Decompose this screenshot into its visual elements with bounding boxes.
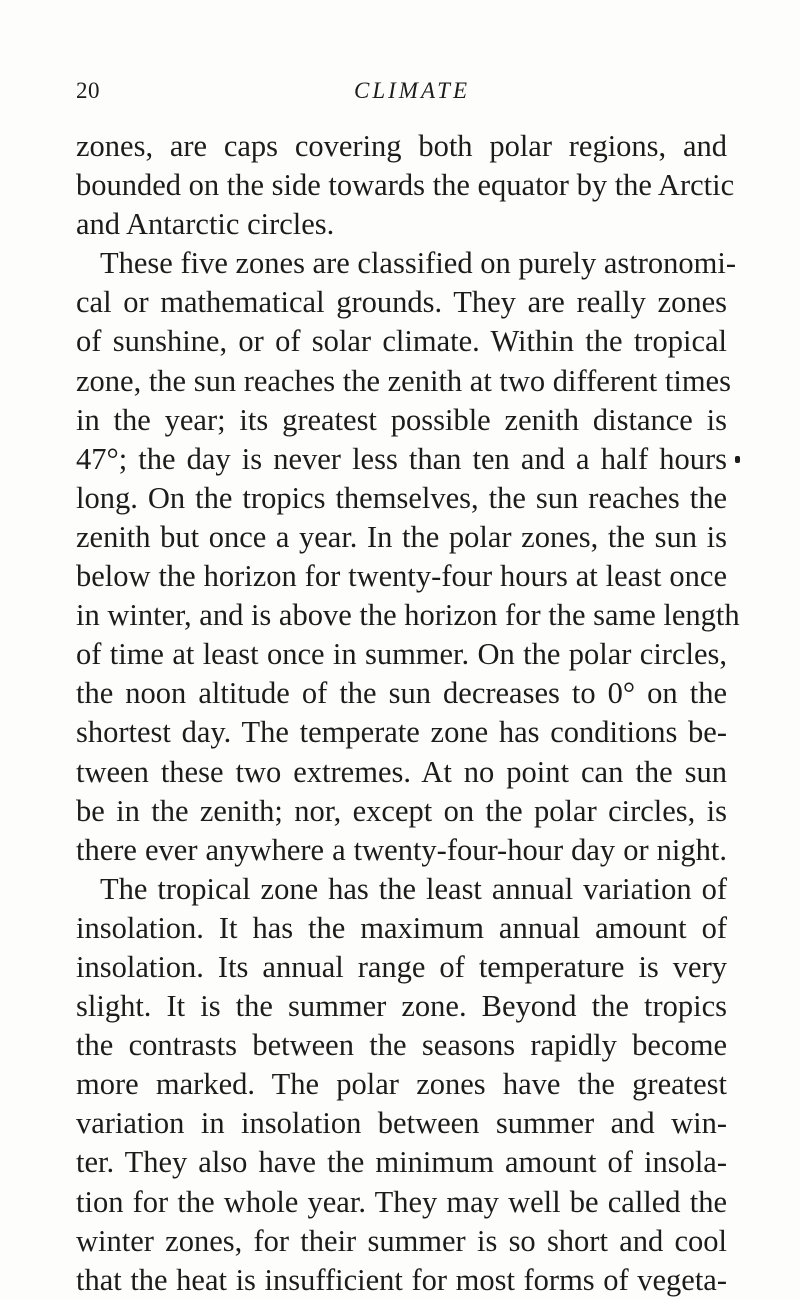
text-line: the contrasts between the seasons rapidly become: [76, 1028, 727, 1063]
body-text: [76, 127, 740, 1300]
margin-ink-mark: [735, 456, 740, 463]
text-line: slight. It is the summer zone. Beyond the tropics: [76, 989, 727, 1024]
text-line: of time at least once in summer. On the polar circles,: [76, 637, 727, 672]
text-line: that the heat is insufficient for most forms of vegeta-: [76, 1262, 727, 1297]
text-line: cal or mathematical grounds. They are really zones: [76, 285, 727, 320]
text-line: insolation. It has the maximum annual amount of: [76, 910, 727, 945]
text-line: zenith but once a year. In the polar zones, the sun is: [76, 519, 727, 554]
text-line: tion for the whole year. They may well be called the: [76, 1184, 727, 1219]
text-line: more marked. The polar zones have the greatest: [76, 1067, 727, 1102]
text-line: of sunshine, or of solar climate. Within the tropical: [76, 324, 727, 359]
text-line: bounded on the side towards the equator by the Arctic: [76, 168, 735, 203]
text-line: below the horizon for twenty-four hours at least once: [76, 559, 727, 594]
text-line: The tropical zone has the least annual variation of: [100, 871, 727, 906]
text-line: in the year; its greatest possible zenith distance is: [76, 402, 727, 437]
text-line: there ever anywhere a twenty-four-hour day or night.: [76, 832, 727, 867]
text-line: zone, the sun reaches the zenith at two different times: [76, 363, 731, 398]
page-number: 20: [76, 78, 100, 103]
text-line: insolation. Its annual range of temperature is very: [76, 949, 727, 984]
text-line: long. On the tropics themselves, the sun reaches the: [76, 480, 727, 515]
text-line: zones, are caps covering both polar regions, and: [76, 129, 727, 163]
text-line: and Antarctic circles.: [76, 207, 335, 242]
text-line: the noon altitude of the sun decreases to 0° on the: [76, 676, 727, 711]
text-line: ter. They also have the minimum amount of insola-: [76, 1145, 727, 1180]
text-line: These five zones are classified on purely astronomi-: [100, 246, 737, 281]
text-line: 47°; the day is never less than ten and a half hours: [76, 441, 727, 476]
text-line: shortest day. The temperate zone has conditions be-: [76, 715, 727, 750]
text-line: tween these two extremes. At no point can the sun: [76, 754, 727, 789]
text-line: in winter, and is above the horizon for the same length: [76, 598, 740, 633]
running-head: CLIMATE: [354, 78, 470, 103]
page-header: [76, 78, 726, 112]
text-line: be in the zenith; nor, except on the polar circles, is: [76, 793, 727, 828]
text-line: winter zones, for their summer is so short and cool: [76, 1223, 727, 1258]
text-line: variation in insolation between summer and win-: [76, 1106, 727, 1141]
